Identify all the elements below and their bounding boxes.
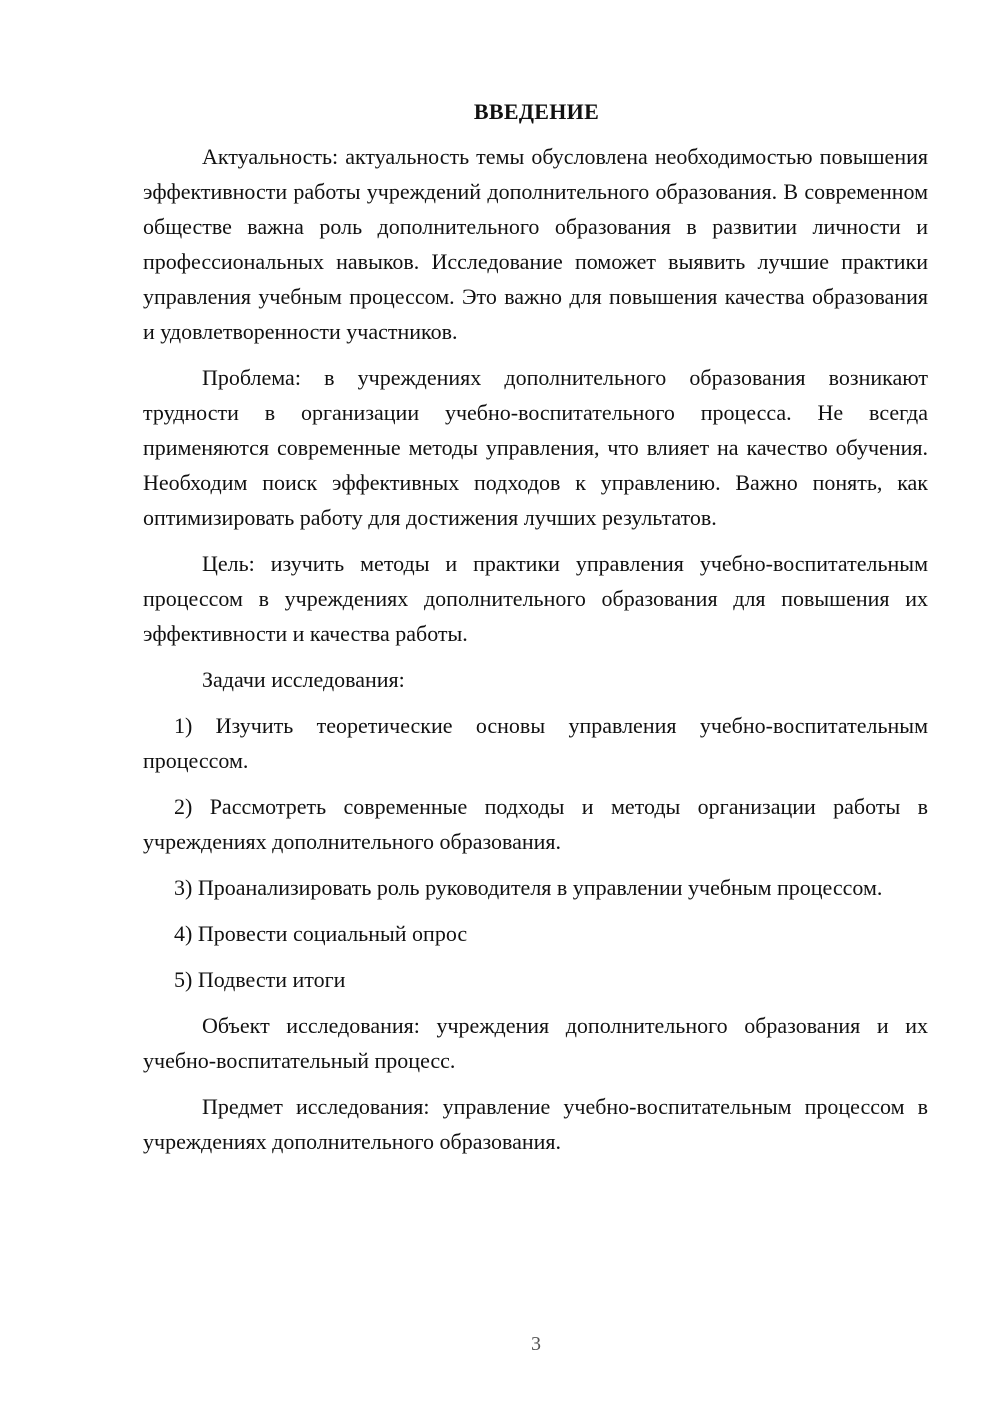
paragraph-goal: Цель: изучить методы и практики управления учебно-воспитательным процессом в учреждениях дополнительного образования для повышения их эффективности и качества работы.	[143, 551, 928, 646]
task-item: 5) Подвести итоги	[174, 967, 346, 992]
document-body	[143, 94, 928, 1170]
task-item: 3) Проанализировать роль руководителя в управлении учебным процессом.	[174, 875, 883, 900]
paragraph-problem: Проблема: в учреждениях дополнительного образования возникают трудности в организации учебно-воспитательного процесса. Не всегда применяются современные методы управления, что влияет на качество обучения. Необходим поиск эффективных подходов к управлению. Важно понять, как оптимизировать работу для достижения лучших результатов.	[143, 365, 928, 530]
page-number: 3	[531, 1333, 541, 1355]
task-item: 1) Изучить теоретические основы управления учебно-воспитательным процессом.	[143, 713, 928, 773]
paragraph-relevance: Актуальность: актуальность темы обусловлена необходимостью повышения эффективности работы учреждений дополнительного образования. В современном обществе важна роль дополнительного образования в развитии личности и профессиональных навыков. Исследование поможет выявить лучшие практики управления учебным процессом. Это важно для повышения качества образования и удовлетворенности участников.	[143, 144, 928, 344]
paragraph-object: Объект исследования: учреждения дополнительного образования и их учебно-воспитательный процесс.	[143, 1013, 928, 1073]
task-item: 4) Провести социальный опрос	[174, 921, 468, 946]
page-title: ВВЕДЕНИЕ	[473, 99, 600, 124]
task-item: 2) Рассмотреть современные подходы и методы организации работы в учреждениях дополнительного образования.	[143, 794, 928, 854]
tasks-heading: Задачи исследования:	[202, 667, 405, 692]
paragraph-subject: Предмет исследования: управление учебно-воспитательным процессом в учреждениях дополнительного образования.	[143, 1094, 928, 1154]
